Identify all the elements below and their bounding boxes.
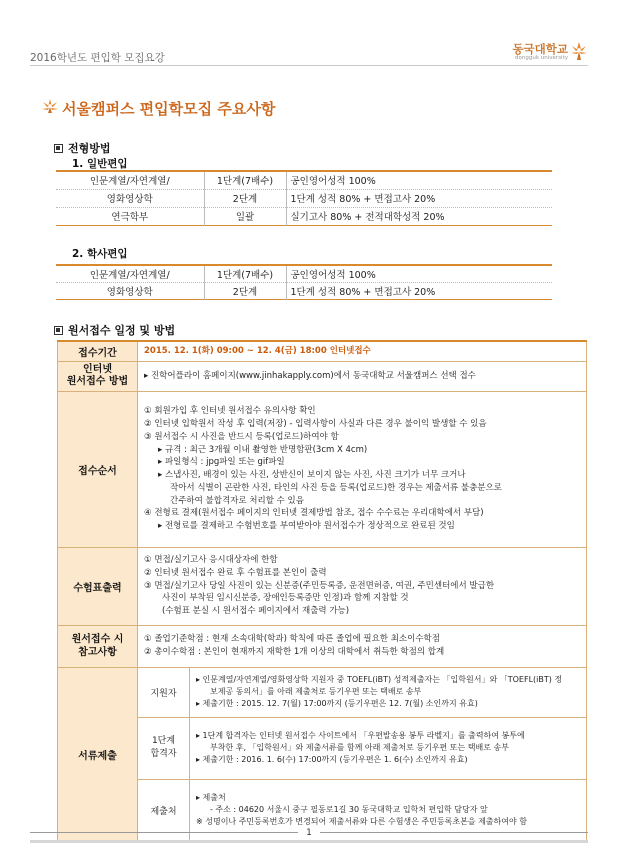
table-row	[58, 361, 587, 391]
subheading-bachelor-transfer: 2. 학사편입	[72, 248, 128, 260]
square-bullet-icon	[54, 326, 63, 335]
dept-cell: 영화영상학	[56, 282, 204, 299]
content-cell: 공인영어성적 100%	[286, 171, 552, 189]
table-row	[58, 547, 587, 625]
page-number: 1	[0, 828, 618, 838]
stage1-passer-sublabel: 1단계 합격자	[138, 717, 190, 779]
order-value: ① 회원가입 후 인터넷 원서접수 유의사항 확인 ② 인터넷 입학원서 작성 후 입력(저장) - 입력사항이 사실과 다른 경우 불이익 발생할 수 있음 ③ 원서접수 시 사진을 반드시 등록(업로드)하여야 함 ▸ 규격 : 최근 3개월 이내 촬영한 반명함판(3cm X 4cm) ▸ 파일형식 : jpg파일 또는 gif파일 ▸ 스냅사진, 배경이 있는 사진, 상반신이 보이지 않는 사진, 사진 크기가 너무 크거나 작아서 식별이 곤란한 사진, 타인의 사진 등을 등록(업로드)한 경우는 제출서류 불충분으로 간주하여 불합격자로 처리할 수 있음 ④ 전형료 결제(원서접수 페이지의 인터넷 결제방법 참조, 접수 수수료는 우리대학에서 부담) ▸ 전형료를 결제하고 수험번호를 부여받아야 원서접수가 정상적으로 완료된 것임	[138, 391, 587, 547]
page-header	[30, 38, 588, 66]
table-row	[58, 717, 587, 779]
running-title: 2016학년도 편입학 모집요강	[30, 52, 165, 64]
content-cell: 1단계 성적 80% + 면접고사 20%	[286, 282, 552, 299]
table-row	[56, 171, 552, 189]
content-cell: 공인영어성적 100%	[286, 265, 552, 282]
lotus-emblem-icon	[570, 40, 588, 62]
footer-bar	[30, 840, 588, 843]
bachelor-transfer-table	[56, 264, 552, 300]
page-title: 서울캠퍼스 편입학모집 주요사항	[62, 100, 276, 118]
table-row	[56, 265, 552, 282]
method-label: 인터넷 원서접수 방법	[58, 361, 138, 391]
ticket-value: ① 면접/실기고사 응시대상자에 한함 ② 인터넷 원서접수 완료 후 수험표를 본인이 출력 ③ 면접/실기고사 당일 사진이 있는 신분증(주민등록증, 운전면허증, 여권, 주민센터에서 발급한 사진이 부착된 임시신분증, 장애인등록증만 인정)과 함께 지참할 것 (수험표 분실 시 원서접수 페이지에서 재출력 가능)	[138, 547, 587, 625]
dept-cell: 인문계열/자연계열/	[56, 171, 204, 189]
ticket-label: 수험표출력	[58, 547, 138, 625]
method-value: ▸ 진학어플라이 홈페이지(www.jinhakapply.com)에서 동국대학교 서울캠퍼스 선택 접수	[138, 361, 587, 391]
general-transfer-table	[56, 170, 552, 226]
period-value: 2015. 12. 1(화) 09:00 ~ 12. 4(금) 18:00 인터넷접수	[138, 341, 587, 361]
order-label: 접수순서	[58, 391, 138, 547]
stage-cell: 2단계	[204, 189, 286, 207]
reference-value: ① 졸업기준학점 : 현재 소속대학(학과) 학칙에 따른 졸업에 필요한 최소이수학점 ② 총이수학점 : 본인이 현재까지 재학한 1개 이상의 대학에서 취득한 학점의 합계	[138, 625, 587, 667]
subheading-general-transfer: 1. 일반편입	[72, 158, 128, 170]
stage-cell: 2단계	[204, 282, 286, 299]
content-cell: 실기고사 80% + 전적대학성적 20%	[286, 207, 552, 225]
table-row	[56, 189, 552, 207]
applicant-value: ▸ 인문계열/자연계열/영화영상학 지원자 중 TOEFL(iBT) 성적제출자는 「입학원서」와 「TOEFL(iBT) 정 보제공 동의서」를 아래 제출처로 등기우편 또는 택배로 송부 ▸ 제출기한 : 2015. 12. 7(월) 17:00까지 (등기우편은 12. 7(월) 소인까지 유효)	[190, 667, 587, 717]
dept-cell: 연극학부	[56, 207, 204, 225]
table-row	[58, 341, 587, 361]
table-row	[58, 391, 587, 547]
application-table	[57, 340, 587, 842]
lotus-title-icon	[42, 98, 58, 114]
content-cell: 1단계 성적 80% + 면접고사 20%	[286, 189, 552, 207]
section-heading-selection: 전형방법	[54, 140, 111, 156]
table-row	[56, 207, 552, 225]
applicant-sublabel: 지원자	[138, 667, 190, 717]
dept-cell: 인문계열/자연계열/	[56, 265, 204, 282]
stage-cell: 일괄	[204, 207, 286, 225]
stage1-passer-value: ▸ 1단계 합격자는 인터넷 원서접수 사이트에서 「우편발송용 봉투 라벨지」를 출력하여 봉투에 부착한 후, 「입학원서」와 제출서류를 함께 아래 제출처로 등기우편 또는 택배로 송부 ▸ 제출기한 : 2016. 1. 6(수) 17:00까지 (등기우편은 1. 6(수) 소인까지 유효)	[190, 717, 587, 779]
submit-place-sublabel: 제출처	[138, 779, 190, 841]
table-row	[58, 625, 587, 667]
documents-label: 서류제출	[58, 667, 138, 841]
table-row	[56, 282, 552, 299]
submit-place-value: ▸ 제출처 - 주소 : 04620 서울시 중구 필동로1길 30 동국대학교 입학처 편입학 담당자 앞 ※ 성명이나 주민등록번호가 변경되어 제출서류와 다른 수험생은 주민등록초본을 제출하여야 함	[190, 779, 587, 841]
square-bullet-icon	[54, 144, 63, 153]
section-heading-application: 원서접수 일정 및 방법	[54, 322, 175, 338]
stage-cell: 1단계(7배수)	[204, 265, 286, 282]
stage-cell: 1단계(7배수)	[204, 171, 286, 189]
dept-cell: 영화영상학	[56, 189, 204, 207]
reference-label: 원서접수 시 참고사항	[58, 625, 138, 667]
logo-name: 동국대학교	[512, 42, 568, 56]
table-row	[58, 667, 587, 717]
period-label: 접수기간	[58, 341, 138, 361]
logo-sub: dongguk university	[515, 55, 568, 61]
